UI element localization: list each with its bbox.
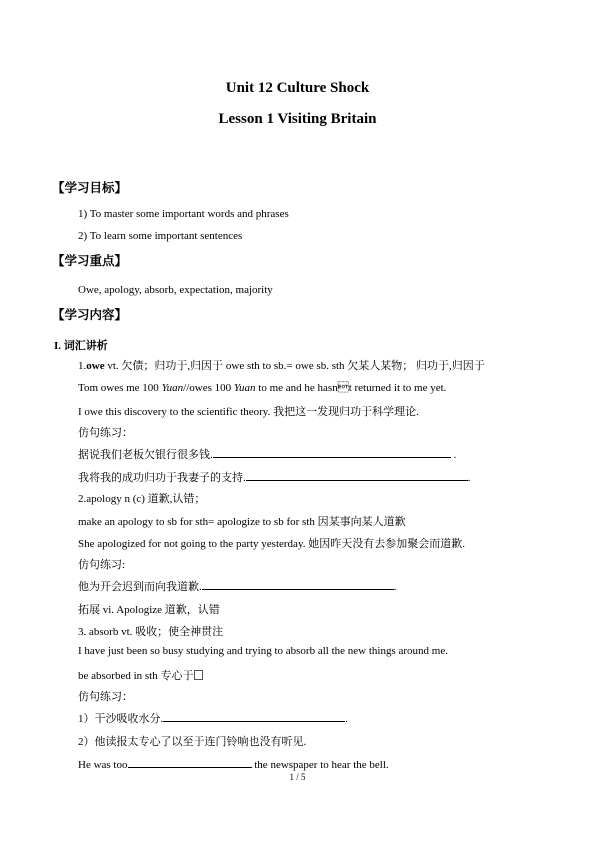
page-number: 1 / 5 [289,772,306,782]
text-run: He was too [78,759,128,771]
apology-practice-label: 仿句练习: [78,559,126,571]
absorb-example: I have just been so busy studying and trying to absorb all the new things around me. [78,645,448,657]
answer-blank[interactable] [202,578,394,590]
answer-blank[interactable] [128,756,252,768]
owe-practice-2 [78,469,471,485]
text-run: Yuan [233,382,256,394]
apology-practice-1 [78,578,397,594]
apology-usage: make an apology to sb for sth= apologize to sb for sth 因某事向某人道歉 [78,516,406,528]
absorb-practice-label: 仿句练习： [78,691,133,703]
text-run: . [393,581,397,593]
owe-word: owe [86,360,105,372]
answer-blank[interactable] [246,469,468,481]
owe-example-2: I owe this discovery to the scientific theory. 我把这一发现归功于科学理论. [78,406,419,418]
goal-item: 2) To learn some important sentences [78,230,243,242]
text-run: 据说我们老板欠银行很多钱. [78,449,213,461]
owe-number: 1. [78,360,87,372]
key-points-text: Owe, apology, absorb, expectation, majority [78,284,273,296]
text-run: 1）干沙吸收水分. [78,713,164,725]
answer-blank[interactable] [163,710,345,722]
owe-def-text: vt. 欠债；归功于,归因于 owe sth to sb.= owe sb. sth 欠某人某物； 归功于,归因于 [104,360,485,372]
missing-glyph-box [194,670,203,680]
owe-practice-1 [78,446,456,462]
absorb-practice-1 [78,710,348,726]
goals-heading: 【学习目标】 [52,180,128,195]
text-run: be absorbed in sth 专心于 [78,670,194,682]
text-run: //owes 100 [183,382,234,394]
absorb-head: 3. absorb vt. 吸收；使全神贯注 [78,626,224,638]
absorb-practice-2: 2）他读报太专心了以至于连门铃响也没有听见. [78,736,307,748]
apology-head: 2.apology n (c) 道歉,认错； [78,493,206,505]
text-run: . [345,713,348,725]
key-points-heading: 【学习重点】 [52,253,128,268]
page-subtitle: Lesson 1 Visiting Britain [218,111,377,127]
absorb-practice-3 [78,756,389,771]
answer-blank[interactable] [213,446,451,458]
text-run: Tom owes me 100 [78,382,162,394]
text-run: to me and he hasnt returned it to me yet. [255,382,447,394]
vocab-section-title: I. 词汇讲析 [54,340,108,352]
goal-item: 1) To master some important words and phrases [78,208,289,220]
content-heading: 【学习内容】 [52,307,128,322]
text-run: . [450,449,457,461]
text-run: 我将我的成功归功于我妻子的支持. [78,472,246,484]
text-run: Yuan [161,382,184,394]
owe-definition [78,357,485,373]
apology-example: She apologized for not going to the party yesterday. 她因昨天没有去参加聚会而道歉. [78,538,465,550]
text-run: . [467,472,471,484]
owe-example-1 [78,382,446,394]
owe-practice-label: 仿句练习： [78,427,133,439]
absorb-usage [78,667,203,683]
apology-extend: 拓展 vi. Apologize 道歉，认错 [78,604,220,616]
text-run: the newspaper to hear the bell. [251,759,389,771]
text-run: 他为开会迟到而向我道歉. [78,581,202,593]
page-title: Unit 12 Culture Shock [225,80,370,96]
